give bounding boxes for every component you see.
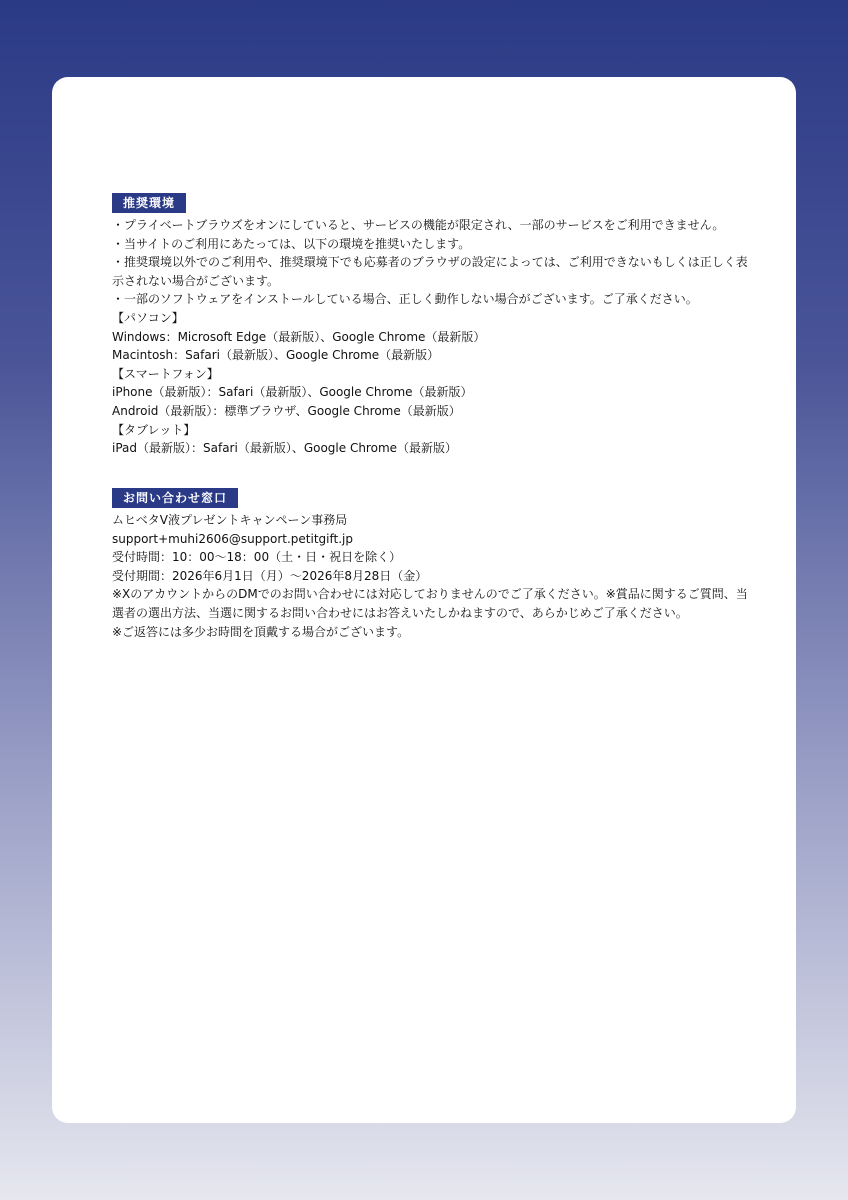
contact-period: 受付期間：2026年6月1日（月）〜2026年8月28日（金） [112,568,428,583]
category-smartphone: 【スマートフォン】 [112,366,219,381]
category-tablet: 【タブレット】 [112,422,196,437]
notice-software: ・一部のソフトウェアをインストールしている場合、正しく動作しない場合がございます。ご了承ください。 [112,292,698,307]
env-ipad: iPad（最新版）：Safari（最新版）、Google Chrome（最新版） [112,441,458,456]
contact-header: お問い合わせ窓口 [112,488,238,508]
recommended-environment-section [112,192,756,458]
contact-reply-notice: ※ご返答には多少お時間を頂戴する場合がございます。 [112,624,410,639]
env-android: Android（最新版）：標準ブラウザ、Google Chrome（最新版） [112,403,461,418]
contact-hours: 受付時間：10：00〜18：00（土・日・祝日を除く） [112,550,402,565]
notice-recommended-environment: ・当サイトのご利用にあたっては、以下の環境を推奨いたします。 [112,236,471,251]
contact-email: support+muhi2606@support.petitgift.jp [112,531,353,546]
category-pc: 【パソコン】 [112,310,184,325]
env-windows: Windows：Microsoft Edge（最新版）、Google Chrome（最新版） [112,329,486,344]
env-iphone: iPhone（最新版）：Safari（最新版）、Google Chrome（最新版） [112,385,473,400]
notice-private-browsing: ・プライベートブラウズをオンにしていると、サービスの機能が限定され、一部のサービスをご利用できません。 [112,218,725,232]
env-macintosh: Macintosh：Safari（最新版）、Google Chrome（最新版） [112,348,440,363]
notice-unsupported-environment: ・推奨環境以外でのご利用や、推奨環境下でも応募者のブラウザの設定によっては、ご利用できないもしくは正しく表示されない場合がございます。 [112,255,748,288]
contact-section [112,487,756,641]
content-card [52,77,796,1123]
contact-office-name: ムヒベタV液プレゼントキャンペーン事務局 [112,513,348,527]
contact-dm-notice: ※XのアカウントからのDMでのお問い合わせには対応しておりませんのでご了承ください。※賞品に関するご質問、当選者の選出方法、当選に関するお問い合わせにはお答えいたしかねますので、あらかじめご了承ください。 [112,587,748,620]
recommended-environment-header: 推奨環境 [112,193,186,213]
